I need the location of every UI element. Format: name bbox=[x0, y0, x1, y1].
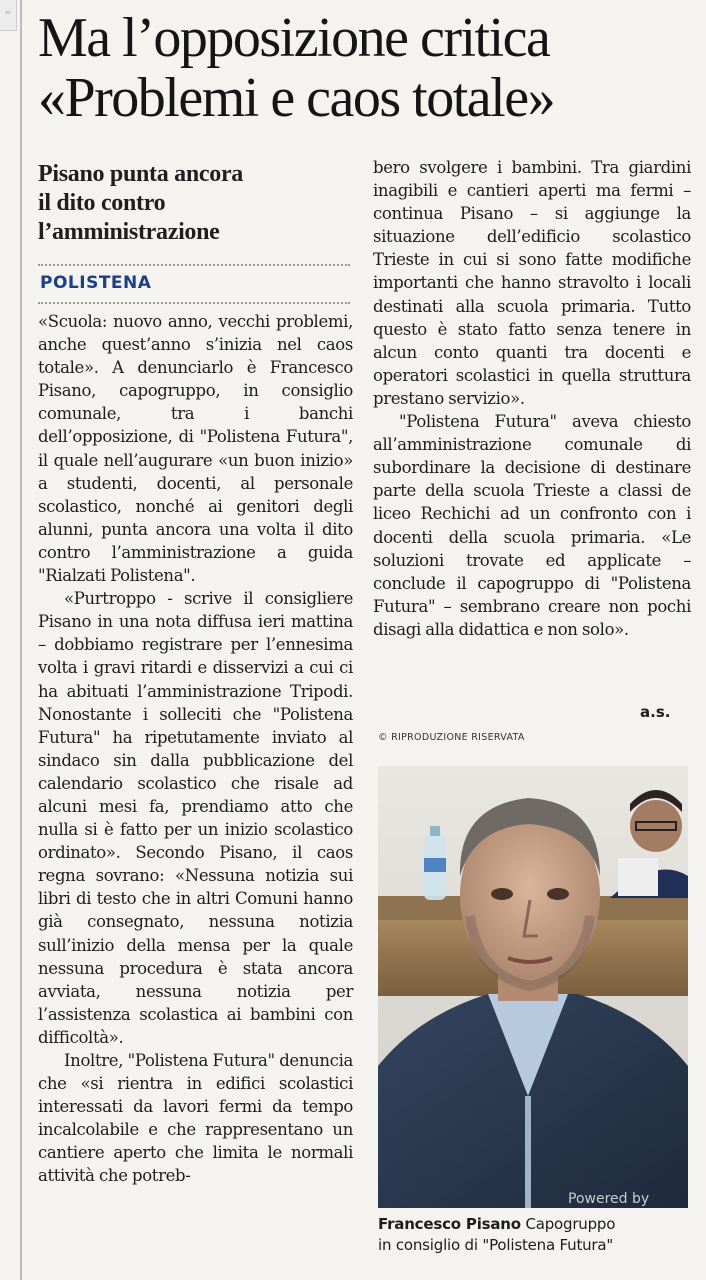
article-subheading bbox=[38, 160, 338, 247]
left-column bbox=[38, 310, 353, 1188]
caption-name: Francesco Pisano bbox=[378, 1215, 521, 1233]
paragraph-3: Inoltre, "Polistena Futura" denuncia che «si rientra in edifici scolastici interessati da lavori fermi da tempo incalcolabile e che rappresentano un cantiere aperto che limita le normali attività che potreb- bbox=[38, 1051, 353, 1186]
divider-bottom bbox=[38, 302, 350, 304]
caption-role: Capogruppo bbox=[520, 1215, 616, 1233]
right-column bbox=[373, 156, 691, 641]
page-corner-tab: ᵒⁱ bbox=[0, 0, 17, 31]
author-signature: a.s. bbox=[640, 703, 671, 721]
subhead-line-3: l’amministrazione bbox=[38, 219, 220, 245]
paragraph-1: «Scuola: nuovo anno, vecchi problemi, anche quest’anno s’inizia nel caos totale». A denunciarlo è Francesco Pisano, capogruppo, in consiglio comunale, tra i banchi dell’opposizione, di "Polistena Futura", il quale nell’augurare «un buon inizio» a studenti, docenti, al personale scolastico, nonché ai genitori degli alunni, punta ancora una volta il dito contro l’amministrazione a guida "Rialzati Polistena". bbox=[38, 312, 353, 586]
headline-line-2: «Problemi e caos totale» bbox=[38, 67, 555, 129]
paragraph-4: bero svolgere i bambini. Tra giardini inagibili e cantieri aperti ma fermi – continua Pisano – si aggiunge la situazione dell’edificio scolastico Trieste in cui si sono fatte modifiche importanti che hanno stravolto i locali destinati alla scuola primaria. Tutto questo è stato fatto senza tenere in alcun conto quanti tra docenti e operatori scolastici in quella struttura prestano servizio». bbox=[373, 158, 691, 408]
portrait-illustration bbox=[378, 766, 688, 1208]
photo-caption bbox=[378, 1214, 696, 1256]
caption-line-2: in consiglio di "Polistena Futura" bbox=[378, 1236, 614, 1254]
divider-top bbox=[38, 264, 350, 266]
portrait-photo bbox=[378, 766, 688, 1208]
subhead-line-1: Pisano punta ancora bbox=[38, 161, 244, 187]
article-headline bbox=[38, 8, 698, 128]
headline-line-1: Ma l’opposizione critica bbox=[38, 7, 550, 69]
caption-line-1 bbox=[378, 1214, 696, 1235]
watermark-text: Powered by bbox=[568, 1191, 650, 1207]
paragraph-2: «Purtroppo - scrive il consigliere Pisano in una nota diffusa ieri mattina – dobbiamo registrare per l’ennesima volta i gravi ritardi e disservizi a cui ci ha abituati l’amministrazione Tripodi. Nonostante i solleciti che "Polistena Futura" ha ripetutamente inviato al sindaco sin dalla pubblicazione del calendario scolastico che risale ad alcuni mesi fa, prendiamo atto che nulla si è fatto per un inizio scolastico ordinato». Secondo Pisano, il caos regna sovrano: «Nessuna notizia sui libri di testo che in altri Comuni hanno già consegnato, nessuna notizia sull’inizio della mensa per la quale nessuna procedura è stata ancora avviata, nessuna notizia per l’assistenza scolastica ai bambini con difficoltà». bbox=[38, 589, 353, 1047]
paragraph-5: "Polistena Futura" aveva chiesto all’amministrazione comunale di subordinare la decisione di destinare parte della scuola Trieste a classi de liceo Rechichi ad un confronto con i docenti della scuola primaria. «Le soluzioni trovate ed applicate – conclude il capogruppo di "Polistena Futura" – sembrano creare non pochi disagi alla didattica e non solo». bbox=[373, 412, 691, 639]
subhead-line-2: il dito contro bbox=[38, 190, 166, 216]
left-margin-rule bbox=[20, 0, 22, 1280]
copyright-notice: © RIPRODUZIONE RISERVATA bbox=[378, 732, 525, 743]
section-label: POLISTENA bbox=[40, 273, 152, 293]
